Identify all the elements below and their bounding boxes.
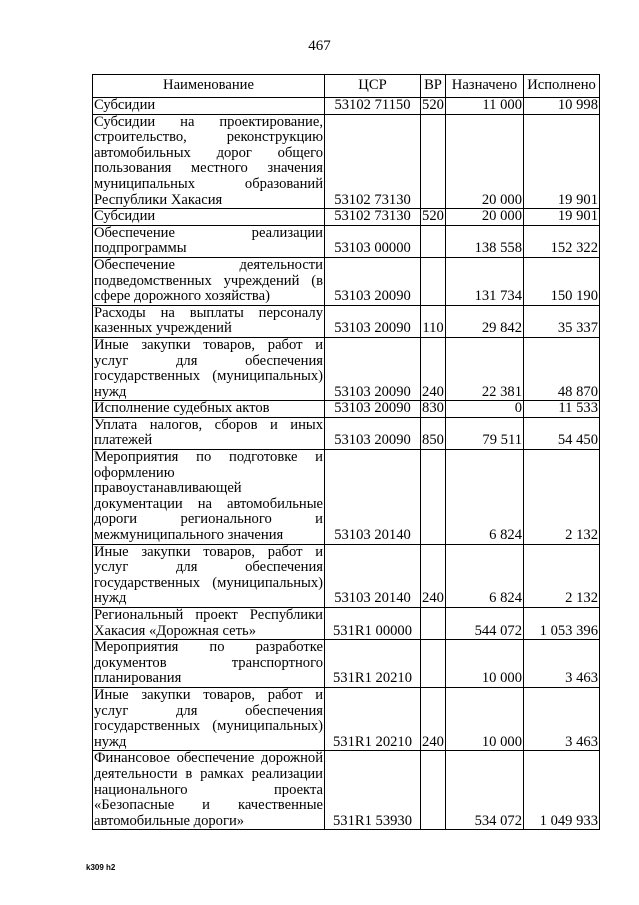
table-row: [93, 608, 600, 640]
table-row: [93, 337, 600, 400]
row-assigned: 6 824: [446, 544, 524, 607]
row-assigned: 29 842: [446, 305, 524, 337]
row-executed: 1 053 396: [524, 608, 600, 640]
table-row: [93, 225, 600, 257]
row-name: Мероприятия по разработке документов транспортного планирования: [94, 639, 323, 687]
row-executed: 150 190: [524, 257, 600, 305]
row-vr: [421, 225, 446, 257]
row-assigned: 6 824: [446, 450, 524, 545]
row-name: Иные закупки товаров, работ и услуг для обеспечения государственных (муниципальных) нужд: [94, 543, 323, 607]
row-executed: 3 463: [524, 640, 600, 688]
row-vr: 830: [422, 400, 444, 417]
row-vr: 240: [421, 544, 446, 607]
table-row: [93, 640, 600, 688]
row-executed: 11 533: [524, 401, 600, 418]
header-executed: Исполнено: [524, 75, 600, 98]
row-name: Мероприятия по подготовке и оформлению правоустанавливающей документации на автомобильные дороги регионального и межмуниципального значения: [94, 449, 323, 544]
row-assigned: 20 000: [446, 209, 524, 226]
row-vr: 110: [421, 305, 446, 337]
table-row: [93, 209, 600, 226]
table-row: [93, 687, 600, 750]
table-row: [93, 114, 600, 209]
row-executed: 152 322: [524, 225, 600, 257]
row-vr: 850: [421, 417, 446, 449]
row-assigned: 0: [446, 401, 524, 418]
row-executed: 48 870: [524, 337, 600, 400]
row-name: Субсидии на проектирование, строительство, реконструкцию автомобильных дорог общего пользования местного значения муниципальных образований Республики Хакасия: [94, 113, 323, 208]
row-name: Обеспечение деятельности подведомственных учреждений (в сфере дорожного хозяйства): [94, 256, 323, 305]
row-name: Субсидии: [93, 98, 325, 115]
row-vr: 520: [422, 97, 444, 113]
table-row: [93, 257, 600, 305]
row-vr: [421, 608, 446, 640]
row-executed: 54 450: [524, 417, 600, 449]
row-csr: 53103 20140: [325, 544, 421, 607]
table-header-row: [93, 75, 600, 98]
row-assigned: 20 000: [446, 114, 524, 209]
row-assigned: 138 558: [446, 225, 524, 257]
row-vr: [421, 640, 446, 688]
table-row: [93, 417, 600, 449]
row-assigned: 79 511: [446, 417, 524, 449]
row-csr: 531R1 20210: [325, 687, 421, 750]
row-assigned: 10 000: [446, 640, 524, 688]
row-csr: 53103 20090: [325, 305, 421, 337]
row-csr: 53102 73130: [325, 114, 421, 209]
row-name: Обеспечение реализации подпрограммы: [94, 224, 323, 257]
document-code: k309 h2: [86, 863, 116, 872]
row-assigned: 544 072: [446, 608, 524, 640]
row-csr: 53103 20090: [325, 337, 421, 400]
row-executed: 3 463: [524, 687, 600, 750]
row-name: Региональный проект Республики Хакасия «Дорожная сеть»: [94, 607, 323, 639]
row-csr: 53103 20090: [325, 401, 421, 418]
row-vr: 240: [421, 687, 446, 750]
row-executed: 19 901: [524, 114, 600, 209]
row-name: Исполнение судебных актов: [93, 401, 325, 418]
row-executed: 1 049 933: [524, 751, 600, 830]
row-name: Иные закупки товаров, работ и услуг для обеспечения государственных (муниципальных) нужд: [94, 686, 323, 750]
table-row: [93, 305, 600, 337]
row-name: Уплата налогов, сборов и иных платежей: [94, 416, 323, 449]
row-executed: 19 901: [524, 209, 600, 226]
row-csr: 531R1 20210: [325, 640, 421, 688]
table-row: [93, 98, 600, 115]
table-row: [93, 544, 600, 607]
header-assigned: Назначено: [446, 75, 524, 98]
row-vr: [421, 751, 446, 830]
row-csr: 531R1 00000: [325, 608, 421, 640]
row-vr: [421, 114, 446, 209]
page-number: 467: [308, 38, 331, 54]
row-vr: 240: [421, 337, 446, 400]
row-vr: [421, 257, 446, 305]
row-vr: [421, 450, 446, 545]
header-csr: ЦСР: [325, 75, 421, 98]
budget-table: [92, 74, 600, 830]
header-vr: ВР: [421, 75, 446, 98]
table-row: [93, 450, 600, 545]
row-csr: 53102 71150: [325, 98, 421, 115]
row-name: Расходы на выплаты персоналу казенных учреждений: [94, 304, 323, 337]
row-name: Иные закупки товаров, работ и услуг для обеспечения государственных (муниципальных) нужд: [94, 336, 323, 400]
row-vr: 520: [422, 208, 444, 225]
row-assigned: 11 000: [446, 98, 524, 115]
header-name: Наименование: [93, 75, 325, 98]
row-assigned: 131 734: [446, 257, 524, 305]
table-row: [93, 751, 600, 830]
row-csr: 53103 20090: [325, 417, 421, 449]
table-row: [93, 401, 600, 418]
row-name: Субсидии: [93, 209, 325, 226]
row-assigned: 534 072: [446, 751, 524, 830]
row-csr: 53103 20090: [325, 257, 421, 305]
row-name: Финансовое обеспечение дорожной деятельности в рамках реализации национального проекта «Безопасные и качественные автомобильные дороги»: [94, 750, 323, 829]
row-csr: 53102 73130: [325, 209, 421, 226]
row-executed: 35 337: [524, 305, 600, 337]
row-csr: 531R1 53930: [325, 751, 421, 830]
row-csr: 53103 20140: [325, 450, 421, 545]
row-executed: 10 998: [524, 98, 600, 115]
row-executed: 2 132: [524, 450, 600, 545]
row-executed: 2 132: [524, 544, 600, 607]
row-assigned: 10 000: [446, 687, 524, 750]
row-csr: 53103 00000: [325, 225, 421, 257]
row-assigned: 22 381: [446, 337, 524, 400]
